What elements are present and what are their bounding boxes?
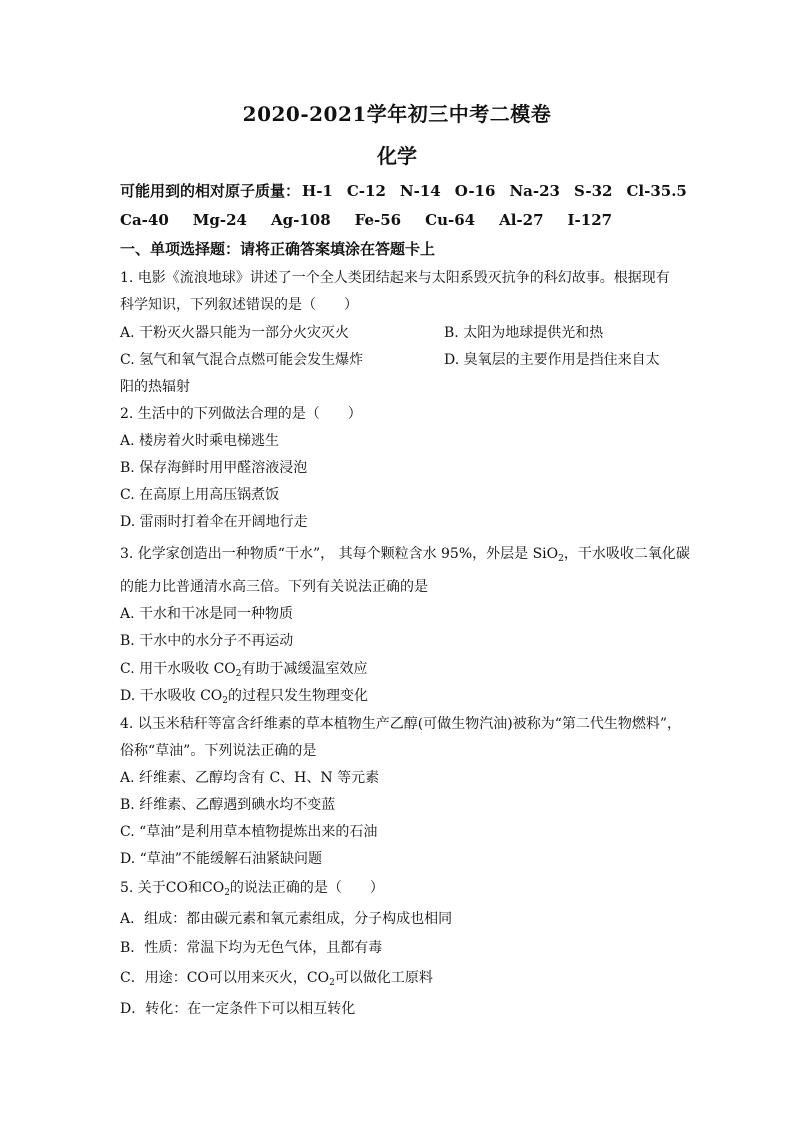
q3-stem-line2: 的能力比普通清水高三倍。下列有关说法正确的是 bbox=[120, 579, 428, 595]
q4-stem-line1: 4. 以玉米秸秆等富含纤维素的草本植物生产乙醇(可做生物汽油)被称为“第二代生物燃料”， bbox=[120, 716, 682, 732]
q1-option-b: B. 太阳为地球提供光和热 bbox=[444, 325, 604, 341]
q1-option-a: A. 干粉灭火器只能为一部分火灾灭火 bbox=[120, 325, 350, 341]
q5-option-c-part2: 可以做化工原料 bbox=[334, 970, 433, 986]
q2-option-d: D. 雷雨时打着伞在开阔地行走 bbox=[120, 514, 308, 530]
q3-stem-part1: 3. 化学家创造出一种物质“干水”， 其每个颗粒含水 95%，外层是 SiO bbox=[120, 546, 559, 562]
atomic-masses-row1 bbox=[120, 182, 701, 200]
atomic-mass-i: I-127 bbox=[567, 211, 613, 229]
q5-stem-part1: 5. 关于CO和CO bbox=[120, 880, 225, 896]
exam-title: 2020-2021学年初三中考二模卷 bbox=[242, 102, 552, 126]
q3-option-d-part2: 的过程只发生物理变化 bbox=[228, 688, 368, 704]
q5-stem-part2: 的说法正确的是（ ） bbox=[229, 880, 384, 896]
q1-stem-line2: 科学知识，下列叙述错误的是（ ） bbox=[120, 297, 358, 313]
atomic-mass-mg: Mg-24 bbox=[192, 211, 247, 229]
q3-stem-line1 bbox=[120, 545, 690, 563]
q2-option-a: A. 楼房着火时乘电梯逃生 bbox=[120, 433, 280, 449]
q4-option-a: A. 纤维素、乙醇均含有 C、H、N 等元素 bbox=[120, 770, 380, 786]
q3-option-d bbox=[120, 687, 368, 705]
q2-option-b: B. 保存海鲜时用甲醛溶液浸泡 bbox=[120, 460, 308, 476]
q2-option-c: C. 在高原上用高压锅煮饭 bbox=[120, 487, 280, 503]
q1-option-d: D. 臭氧层的主要作用是挡住来自太 bbox=[444, 352, 660, 368]
q3-option-d-subscript: 2 bbox=[222, 696, 228, 706]
atomic-mass-c: C-12 bbox=[346, 182, 386, 200]
q3-option-c-part1: C. 用干水吸收 CO bbox=[120, 661, 236, 677]
atomic-mass-al: Al-27 bbox=[499, 211, 544, 229]
q3-option-b: B. 干水中的水分子不再运动 bbox=[120, 633, 294, 649]
exam-subject: 化学 bbox=[377, 144, 417, 168]
atomic-mass-n: N-14 bbox=[399, 182, 441, 200]
q4-option-d: D. “草油”不能缓解石油紧缺问题 bbox=[120, 851, 322, 867]
q1-stem-line1: 1. 电影《流浪地球》讲述了一个全人类团结起来与太阳系毁灭抗争的科幻故事。根据现有 bbox=[120, 270, 670, 286]
atomic-mass-h: H-1 bbox=[302, 182, 333, 200]
q4-stem-line2: 俗称“草油”。下列说法正确的是 bbox=[120, 743, 317, 759]
q4-option-c: C. “草油”是利用草本植物提炼出来的石油 bbox=[120, 824, 378, 840]
atomic-mass-cu: Cu-64 bbox=[425, 211, 476, 229]
q5-stem bbox=[120, 879, 384, 897]
atomic-mass-fe: Fe-56 bbox=[354, 211, 402, 229]
q1-option-d-cont: 阳的热辐射 bbox=[120, 379, 190, 395]
q4-option-b: B. 纤维素、乙醇遇到碘水均不变蓝 bbox=[120, 797, 336, 813]
q3-option-a: A. 干水和干冰是同一种物质 bbox=[120, 606, 294, 622]
q5-option-c-subscript: 2 bbox=[329, 978, 335, 988]
atomic-mass-ag: Ag-108 bbox=[270, 211, 331, 229]
atomic-masses-row2 bbox=[120, 211, 636, 229]
q5-option-b: B．性质：常温下均为无色气体，且都有毒 bbox=[120, 940, 383, 956]
atomic-mass-ca: Ca-40 bbox=[120, 211, 169, 229]
atomic-mass-cl: Cl-35.5 bbox=[626, 182, 687, 200]
q3-stem-part2: ，干水吸收二氧化碳 bbox=[563, 546, 690, 562]
atomic-mass-label: 可能用到的相对原子质量： bbox=[120, 182, 301, 200]
q5-option-a: A．组成：都由碳元素和氧元素组成，分子构成也相同 bbox=[120, 911, 453, 927]
q5-option-d: D．转化：在一定条件下可以相互转化 bbox=[120, 1001, 356, 1017]
q3-option-c bbox=[120, 660, 368, 678]
atomic-mass-s: S-32 bbox=[573, 182, 613, 200]
q1-option-c: C. 氢气和氧气混合点燃可能会发生爆炸 bbox=[120, 352, 364, 368]
q3-option-c-part2: 有助于减缓温室效应 bbox=[241, 661, 368, 677]
q5-option-c-part1: C．用途：CO可以用来灭火，CO bbox=[120, 970, 330, 986]
q2-stem: 2. 生活中的下列做法合理的是（ ） bbox=[120, 406, 362, 422]
q3-sio2-subscript: 2 bbox=[558, 554, 564, 564]
atomic-mass-o: O-16 bbox=[454, 182, 496, 200]
q3-option-d-part1: D. 干水吸收 CO bbox=[120, 688, 223, 704]
section-title: 一、单项选择题：请将正确答案填涂在答题卡上 bbox=[120, 240, 436, 258]
q5-option-c bbox=[120, 969, 433, 987]
atomic-mass-na: Na-23 bbox=[509, 182, 560, 200]
q5-co2-subscript: 2 bbox=[224, 888, 230, 898]
q3-option-c-subscript: 2 bbox=[235, 669, 242, 679]
